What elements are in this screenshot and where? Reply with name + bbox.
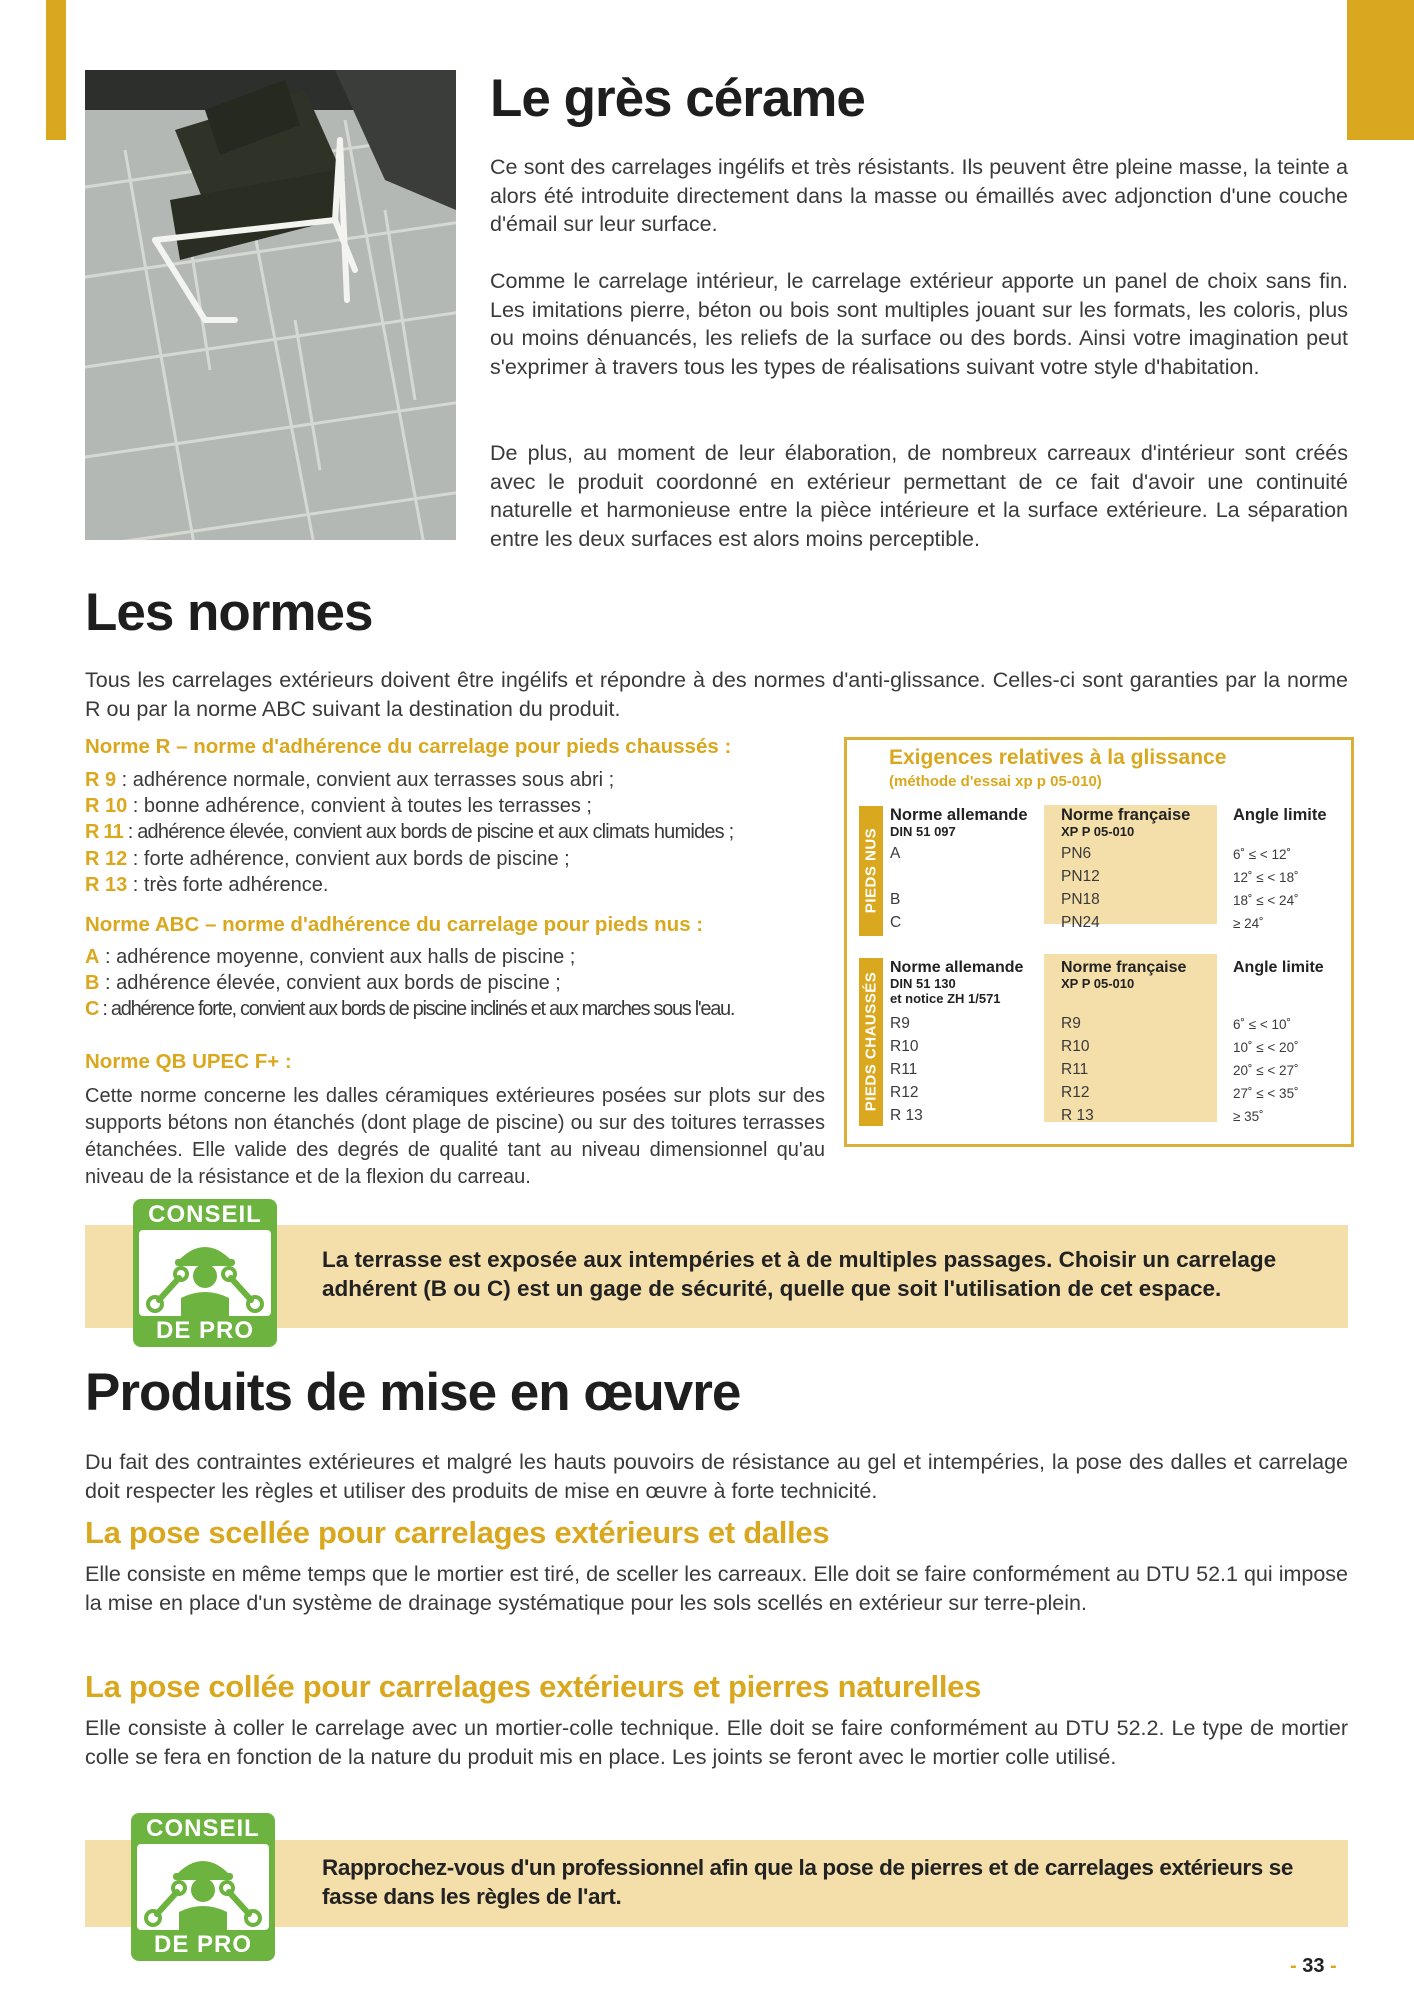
nus-header-german: Norme allemande [890, 806, 1028, 824]
norme-r-item: R 13 : très forte adhérence. [85, 873, 329, 896]
norme-abc-item: B : adhérence élevée, convient aux bords de piscine ; [85, 972, 561, 995]
top-left-accent-bar [46, 0, 66, 140]
chausses-row-german: R10 [890, 1038, 919, 1055]
chausses-header-french: Norme française [1061, 959, 1187, 976]
badge-inner-panel [139, 1230, 271, 1316]
pose-scellee-title: La pose scellée pour carrelages extérieurs et dalles [85, 1515, 830, 1550]
pieds-nus-label: PIEDS NUS [862, 827, 880, 914]
glissance-table-title: Exigences relatives à la glissance [889, 746, 1227, 769]
pose-collee-title: La pose collée pour carrelages extérieurs et pierres naturelles [85, 1669, 982, 1704]
pieds-chausses-bar [859, 958, 883, 1126]
norme-abc-item: C : adhérence forte, convient aux bords de piscine inclinés et aux marches sous l'eau. [85, 998, 735, 1021]
nus-row-angle: 18˚ ≤ < 24˚ [1233, 893, 1299, 908]
worker-with-wrenches-icon [139, 1230, 271, 1316]
norme-r-item: R 12 : forte adhérence, convient aux bords de piscine ; [85, 847, 570, 870]
nus-header-angle: Angle limite [1233, 806, 1327, 824]
nus-row-german: B [890, 891, 901, 908]
badge-bottom-label: DE PRO [153, 1931, 252, 1958]
chausses-row-french: R 13 [1061, 1107, 1094, 1124]
chausses-row-german: R11 [890, 1061, 918, 1078]
nus-header-french: Norme française [1061, 806, 1191, 824]
chausses-header-german-sub: DIN 51 130 [890, 976, 956, 991]
chausses-row-angle: 6˚ ≤ < 10˚ [1233, 1017, 1292, 1032]
conseil-de-pro-badge-2 [131, 1813, 275, 1961]
worker-with-wrenches-icon [137, 1844, 269, 1930]
norme-r-list [85, 767, 845, 898]
norme-abc-item: A : adhérence moyenne, convient aux halls de piscine ; [85, 946, 576, 968]
patio-chair-photo [85, 70, 456, 540]
normes-title: Les normes [85, 583, 373, 642]
nus-header-french-sub: XP P 05-010 [1061, 824, 1135, 839]
chausses-row-angle: 27˚ ≤ < 35˚ [1233, 1086, 1299, 1101]
nus-header-german-sub: DIN 51 097 [890, 824, 956, 839]
nus-row-french: PN6 [1061, 845, 1092, 862]
gres-paragraph-2: Comme le carrelage intérieur, le carrelage extérieur apporte un panel de choix sans fin. Les imitations pierre, béton ou bois sont multiples jouant sur les formats, les coloris, plus ou moins dénuancés, les reliefs de la surface ou des bords. Ainsi votre imagination peut s'exprimer à travers tous les types de réalisations suivant votre style d'habitation. [490, 269, 1348, 379]
tip-text-1: La terrasse est exposée aux intempéries et à de multiples passages. Choisir un carrelage adhérent (B ou C) est un gage de sécurité, quelle que soit l'utilisation de cet espace. [322, 1247, 1277, 1301]
badge-bottom-label: DE PRO [155, 1317, 254, 1344]
chausses-header-german-sub: et notice ZH 1/571 [890, 991, 1001, 1006]
chausses-row-german: R12 [890, 1084, 919, 1101]
page-number: - 33 - [1290, 1955, 1337, 1977]
patio-chair-on-tiles-photo [85, 70, 456, 540]
norme-r-item: R 9 : adhérence normale, convient aux terrasses sous abri ; [85, 769, 615, 791]
glissance-table-subtitle: (méthode d'essai xp p 05-010) [889, 773, 1102, 790]
norme-r-heading: Norme R – norme d'adhérence du carrelage pour pieds chaussés : [85, 735, 732, 758]
produits-intro: Du fait des contraintes extérieures et malgré les hauts pouvoirs de résistance au gel et intempéries, la pose des dalles et carrelage doit respecter les règles et utiliser des produits de mise en œuvre à forte technicité. [85, 1450, 1348, 1503]
norme-qb-text: Cette norme concerne les dalles céramiques extérieures posées sur plots sur des supports bétons non étanchés (dont plage de piscine) ou sur des toitures terrasses étanchées. Elle valide des degrés de qualité tant au niveau dimensionnel qu'au niveau de la résistance et de la flexion du carreau. [85, 1085, 825, 1188]
chausses-row-angle: ≥ 35˚ [1233, 1109, 1264, 1124]
norme-abc-heading: Norme ABC – norme d'adhérence du carrelage pour pieds nus : [85, 913, 704, 936]
nus-row-german: C [890, 914, 902, 931]
norme-r-item: R 10 : bonne adhérence, convient à toutes les terrasses ; [85, 795, 592, 818]
gres-paragraph-1: Ce sont des carrelages ingélifs et très résistants. Ils peuvent être pleine masse, la teinte a alors été introduite directement dans la masse ou émaillés avec adjonction d'une couche d'émail sur leur surface. [490, 155, 1348, 236]
chausses-row-french: R11 [1061, 1061, 1089, 1078]
top-right-accent-bar [1347, 0, 1414, 140]
nus-row-angle: ≥ 24˚ [1233, 916, 1264, 931]
gres-title: Le grès cérame [490, 69, 865, 128]
chausses-row-german: R9 [890, 1015, 910, 1032]
chausses-row-french: R10 [1061, 1038, 1090, 1055]
chausses-header-french-sub: XP P 05-010 [1061, 976, 1135, 991]
chausses-header-angle: Angle limite [1233, 959, 1324, 976]
conseil-de-pro-badge-1 [133, 1199, 277, 1347]
produits-title: Produits de mise en œuvre [85, 1363, 741, 1422]
badge-top-label: CONSEIL [148, 1201, 262, 1228]
norme-abc-list [85, 944, 845, 1023]
nus-row-french: PN18 [1061, 891, 1100, 908]
chausses-row-german: R 13 [890, 1107, 923, 1124]
chausses-row-french: R9 [1061, 1015, 1081, 1032]
pose-collee-text: Elle consiste à coller le carrelage avec un mortier-colle technique. Elle doit se faire conformément au DTU 52.2. Le type de mortier colle se fera en fonction de la nature du produit mis en place. Les joints se feront avec le mortier colle utilisé. [85, 1716, 1348, 1769]
pieds-nus-bar [859, 806, 883, 936]
pose-scellee-text: Elle consiste en même temps que le mortier est tiré, de sceller les carreaux. Elle doit se faire conformément au DTU 52.1 qui impose la mise en place d'un système de drainage systématique pour les sols scellés en extérieur sur terre-plein. [85, 1562, 1348, 1615]
glissance-table [844, 737, 1354, 1147]
pieds-chausses-label: PIEDS CHAUSSÉS [862, 971, 880, 1112]
nus-row-french: PN24 [1061, 914, 1100, 931]
chausses-row-angle: 20˚ ≤ < 27˚ [1233, 1063, 1299, 1078]
badge-top-label: CONSEIL [146, 1815, 260, 1842]
chausses-row-french: R12 [1061, 1084, 1090, 1101]
badge-inner-panel [137, 1844, 269, 1930]
tip-text-2: Rapprochez-vous d'un professionnel afin que la pose de pierres et de carrelages extérieurs se fasse dans les règles de l'art. [322, 1855, 1293, 1909]
nus-row-angle: 12˚ ≤ < 18˚ [1233, 870, 1299, 885]
normes-intro: Tous les carrelages extérieurs doivent être ingélifs et répondre à des normes d'anti-glissance. Celles-ci sont garanties par la norme R ou par la norme ABC suivant la destination du produit. [85, 668, 1348, 721]
chausses-header-german: Norme allemande [890, 959, 1024, 976]
nus-row-german: A [890, 845, 901, 862]
nus-row-angle: 6˚ ≤ < 12˚ [1233, 847, 1292, 862]
norme-r-item: R 11 : adhérence élevée, convient aux bords de piscine et aux climats humides ; [85, 821, 734, 844]
chausses-row-angle: 10˚ ≤ < 20˚ [1233, 1040, 1299, 1055]
nus-row-french: PN12 [1061, 868, 1100, 885]
norme-qb-heading: Norme QB UPEC F+ : [85, 1050, 292, 1073]
gres-paragraph-3: De plus, au moment de leur élaboration, de nombreux carreaux d'intérieur sont créés avec le produit coordonné en extérieur permettant de ce fait d'avoir une continuité naturelle et harmonieuse entre la pièce intérieure et la surface extérieure. La séparation entre les deux surfaces est alors moins perceptible. [490, 441, 1348, 551]
